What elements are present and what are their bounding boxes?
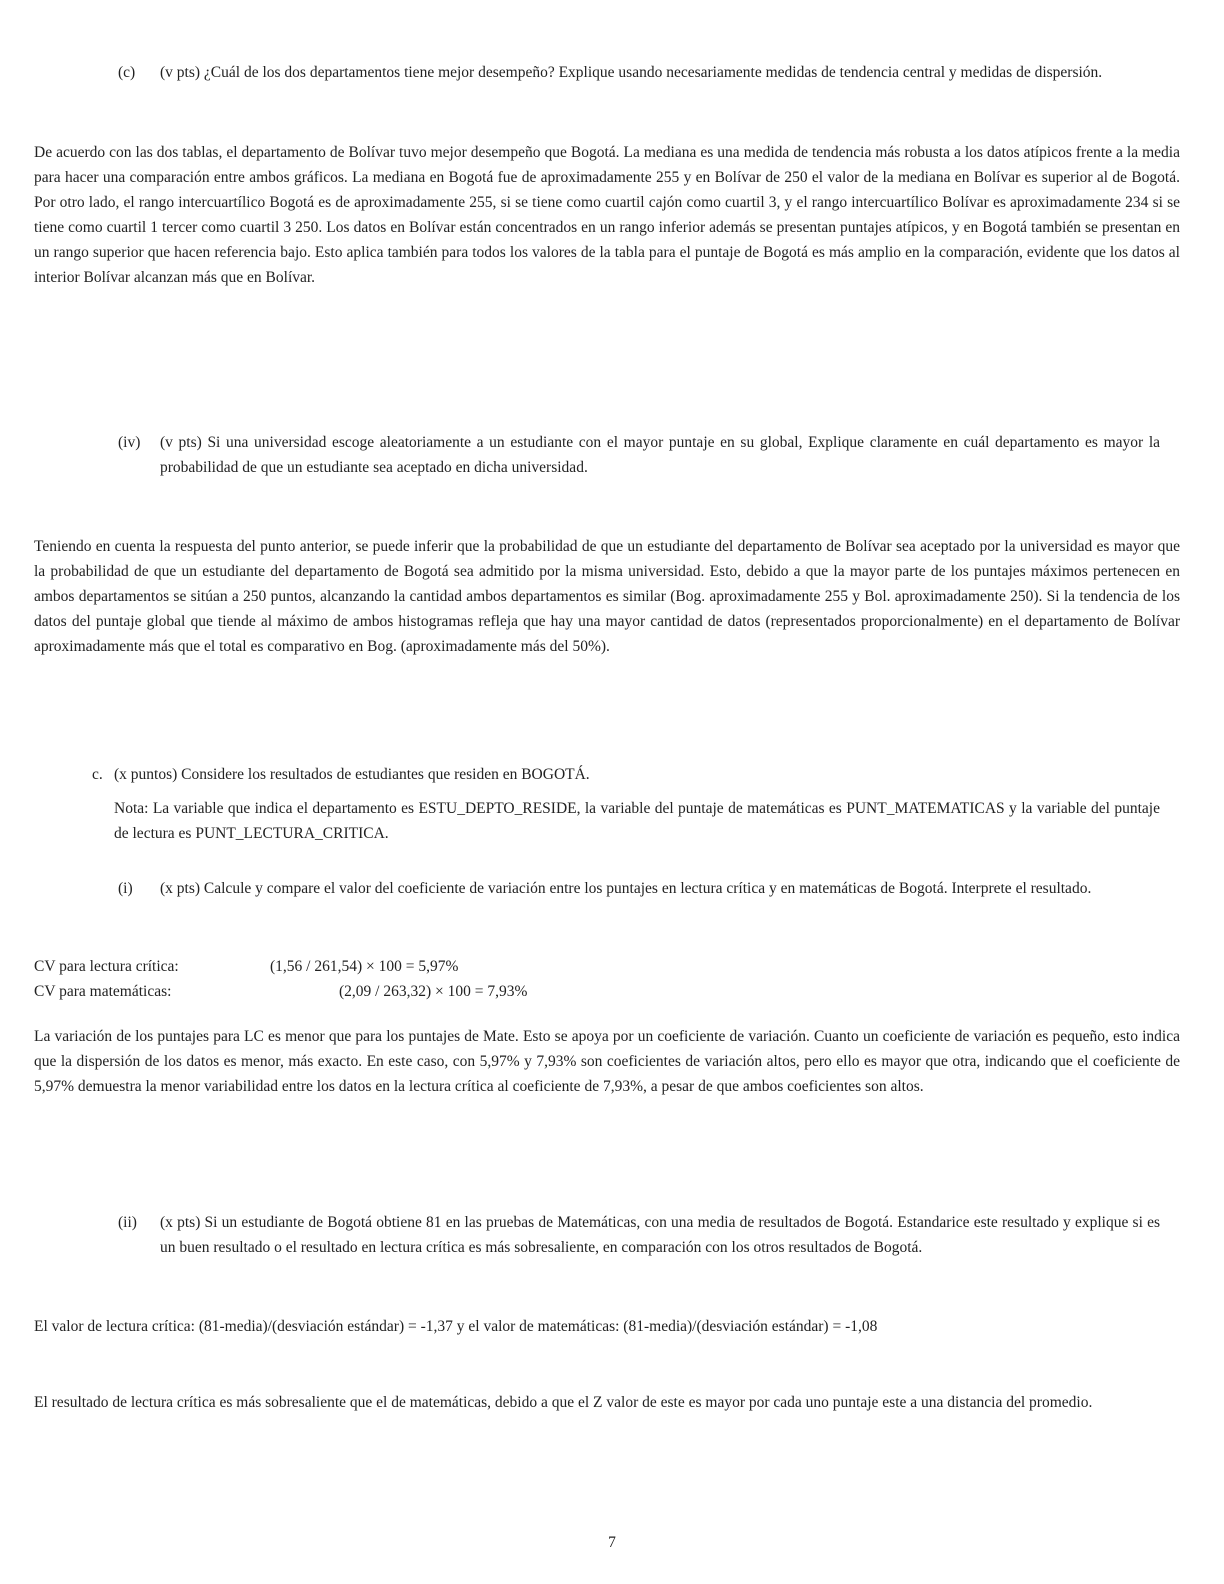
question-c-ii-label: (ii) (118, 1214, 137, 1231)
cv-lectura-label: CV para lectura crítica: (34, 958, 179, 975)
cv-matematicas-row (34, 979, 734, 1004)
question-c-i-label: (i) (118, 880, 133, 897)
cv-lectura-formula: (1,56 / 261,54) × 100 = 5,97% (270, 958, 459, 975)
question-c-ii-text: (x pts) Si un estudiante de Bogotá obtiene 81 en las pruebas de Matemáticas, con una media de resultados de Bogotá. Estandarice este resultado y explique si es un buen resultado o el resultado en lectura crítica es más sobresaliente, en comparación con los otros resultados de Bogotá. (160, 1214, 1160, 1256)
answer-c-i: La variación de los puntajes para LC es menor que para los puntajes de Mate. Esto se apoya por un coeficiente de variación. Cuanto un coeficiente de variación es pequeño, esto indica que la dispersión de los datos es menor, más exacto. En este caso, con 5,97% y 7,93% son coeficientes de variación altos, pero ello es mayor que otra, indicando que el coeficiente de 5,97% demuestra la menor variabilidad entre los datos en la lectura crítica al coeficiente de 7,93%, a pesar de que ambos coeficientes son altos. (34, 1028, 1180, 1095)
cv-lectura-row (34, 954, 734, 979)
answer-c-ii-values: El valor de lectura crítica: (81-media)/(desviación estándar) = -1,37 y el valor de matemáticas: (81-media)/(desviación estándar) = -1,08 (34, 1318, 878, 1335)
page-number: 7 (608, 1534, 616, 1551)
question-iv (118, 430, 1160, 480)
part-c-text: (x puntos) Considere los resultados de estudiantes que residen en BOGOTÁ. (114, 766, 590, 783)
cv-matematicas-label: CV para matemáticas: (34, 983, 172, 1000)
cv-matematicas-formula: (2,09 / 263,32) × 100 = 7,93% (339, 983, 528, 1000)
question-c-i (118, 876, 1160, 901)
answer-c-ii-conclusion: El resultado de lectura crítica es más sobresaliente que el de matemáticas, debido a que el Z valor de este es mayor por cada uno puntaje este a una distancia del promedio. (34, 1394, 1093, 1411)
answer-iv: Teniendo en cuenta la respuesta del punto anterior, se puede inferir que la probabilidad de que un estudiante del departamento de Bolívar sea aceptado por la universidad es mayor que la probabilidad de que un estudiante del departamento de Bogotá sea admitido por la misma universidad. Esto, debido a que la mayor parte de los puntajes máximos pertenecen en ambos departamentos se sitúan a 250 puntos, alcanzando la cantidad ambos departamentos es similar (Bog. aproximadamente 255 y Bol. aproximadamente 250). Si la tendencia de los datos del puntaje global que tiende al máximo de ambos histogramas refleja que hay una mayor cantidad de datos (representados proporcionalmente) en el departamento de Bolívar aproximadamente más que el total es comparativo en Bog. (aproximadamente más del 50%). (34, 538, 1180, 655)
question-c-i-text: (x pts) Calcule y compare el valor del coeficiente de variación entre los puntajes en lectura crítica y en matemáticas de Bogotá. Interprete el resultado. (160, 880, 1092, 897)
question-iv-text: (v pts) Si una universidad escoge aleatoriamente a un estudiante con el mayor puntaje en su global, Explique claramente en cuál departamento es mayor la probabilidad de que un estudiante sea aceptado en dicha universidad. (160, 434, 1160, 476)
question-iv-label: (iv) (118, 434, 141, 451)
answer-iii: De acuerdo con las dos tablas, el departamento de Bolívar tuvo mejor desempeño que Bogotá. La mediana es una medida de tendencia más robusta a los datos atípicos frente a la media para hacer una comparación entre ambos gráficos. La mediana en Bogotá fue de aproximadamente 255 y en Bolívar de 250 el valor de la mediana en Bolívar es superior al de Bogotá. Por otro lado, el rango intercuartílico Bogotá es de aproximadamente 255, si se tiene como cuartil cajón como cuartil 3, y el rango intercuartílico Bolívar es aproximadamente 234 si se tiene como cuartil 1 tercer como cuartil 3 250. Los datos en Bolívar están concentrados en un rango inferior además se presentan puntajes atípicos, y en Bogotá también se presentan en un rango superior que hacen referencia bajo. Esto aplica también para todos los valores de la tabla para el puntaje de Bogotá es más amplio en la comparación, evidente que los datos al interior Bolívar alcanzan más que en Bolívar. (34, 144, 1180, 286)
part-c-marker: c. (92, 766, 103, 783)
part-c-note: Nota: La variable que indica el departamento es ESTU_DEPTO_RESIDE, la variable del puntaje de matemáticas es PUNT_MATEMATICAS y la variable del puntaje de lectura es PUNT_LECTURA_CRITICA. (114, 800, 1160, 842)
question-iii (118, 60, 1160, 85)
question-c-ii (118, 1210, 1160, 1260)
question-iii-text: (v pts) ¿Cuál de los dos departamentos tiene mejor desempeño? Explique usando necesariamente medidas de tendencia central y medidas de dispersión. (160, 64, 1103, 81)
question-iii-label: (c) (118, 64, 136, 81)
